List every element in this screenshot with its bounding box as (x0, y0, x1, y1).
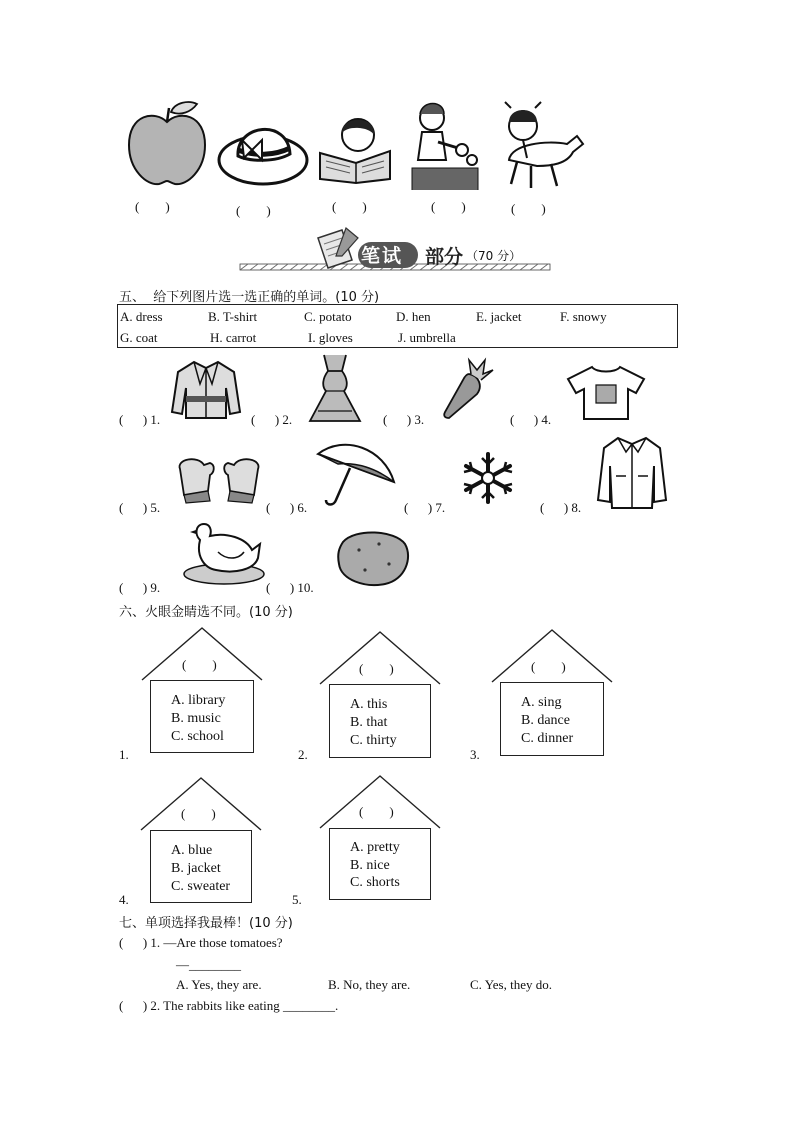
banner-part-label: 部分 (425, 246, 464, 268)
question-stem: ( ) 1. —Are those tomatoes? (119, 935, 283, 950)
gloves-icon (172, 455, 266, 503)
section6-title: 六、火眼金睛选不同。(10 分) (119, 605, 293, 620)
house-roof (318, 630, 442, 686)
answer-blank[interactable]: ( ) (236, 203, 271, 218)
word-option: C. potato (304, 309, 352, 324)
option-text: A. sing (521, 695, 562, 710)
house-roof (318, 774, 442, 830)
question-number: 2. (298, 747, 308, 762)
item-blank[interactable]: ( ) 4. (510, 412, 552, 427)
house-roof (140, 626, 264, 682)
word-option: B. T-shirt (208, 309, 258, 324)
option-text: C. shorts (350, 875, 400, 890)
answer-blank[interactable]: ( ) (332, 199, 367, 214)
snowflake-icon (456, 450, 520, 506)
item-blank[interactable]: ( ) 2. (251, 412, 293, 427)
word-option: F. snowy (560, 309, 607, 324)
banner-score: （70 分） (466, 249, 522, 263)
question-number: 1. (119, 747, 129, 762)
item-blank[interactable]: ( ) 3. (383, 412, 425, 427)
question-number: 4. (119, 892, 129, 907)
answer-blank[interactable]: ( ) (511, 201, 546, 216)
coat-icon (170, 358, 242, 420)
choice-option: C. Yes, they do. (470, 977, 552, 992)
answer-blank[interactable]: ( ) (531, 659, 566, 674)
section7-title: 七、单项选择我最棒！(10 分) (119, 916, 293, 931)
item-blank[interactable]: ( ) 7. (404, 500, 446, 515)
item-blank[interactable]: ( ) 5. (119, 500, 161, 515)
question-number: 5. (292, 892, 302, 907)
word-option: I. gloves (308, 330, 353, 345)
word-option: J. umbrella (398, 330, 456, 345)
option-text: C. dinner (521, 731, 574, 746)
option-text: A. pretty (350, 840, 400, 855)
item-blank[interactable]: ( ) 8. (540, 500, 582, 515)
option-text: B. nice (350, 858, 390, 873)
option-text: B. jacket (171, 861, 221, 876)
answer-blank[interactable]: ( ) (431, 199, 466, 214)
umbrella-icon (314, 440, 396, 508)
house-roof (490, 628, 614, 684)
word-bank (117, 304, 678, 348)
house-body (329, 684, 431, 758)
house-roof (139, 776, 263, 832)
banner-written-label: 笔试 (361, 245, 404, 267)
section5-title: 五、 给下列图片选一选正确的单词。(10 分) (119, 290, 380, 305)
word-option: H. carrot (210, 330, 257, 345)
house-body (150, 680, 254, 753)
item-blank[interactable]: ( ) 10. (266, 580, 314, 595)
word-option: A. dress (120, 309, 163, 324)
apple-icon (125, 100, 210, 188)
answer-blank[interactable]: ( ) (359, 661, 394, 676)
answer-line[interactable]: —________ (176, 957, 241, 972)
option-text: B. that (350, 715, 388, 730)
option-text: C. school (171, 729, 224, 744)
item-blank[interactable]: ( ) 1. (119, 412, 161, 427)
house-body (150, 830, 252, 903)
tshirt-icon (566, 365, 646, 421)
girl-watering-flowers-icon (404, 98, 484, 190)
dress-icon (302, 353, 368, 425)
option-text: C. sweater (171, 879, 231, 894)
option-text: C. thirty (350, 733, 397, 748)
hen-icon (180, 520, 266, 586)
item-blank[interactable]: ( ) 9. (119, 580, 161, 595)
option-text: A. blue (171, 843, 213, 858)
item-blank[interactable]: ( ) 6. (266, 500, 308, 515)
choice-option: A. Yes, they are. (176, 977, 262, 992)
option-text: B. dance (521, 713, 570, 728)
scroll-pen-icon (312, 226, 362, 270)
word-option: G. coat (120, 330, 158, 345)
question-number: 3. (470, 747, 480, 762)
answer-blank[interactable]: ( ) (182, 657, 217, 672)
option-text: A. library (171, 693, 226, 708)
answer-blank[interactable]: ( ) (135, 199, 170, 214)
house-body (329, 828, 431, 900)
option-text: B. music (171, 711, 221, 726)
answer-blank[interactable]: ( ) (181, 806, 216, 821)
potato-icon (335, 530, 411, 588)
carrot-icon (439, 358, 495, 420)
boy-riding-horse-icon (497, 100, 585, 192)
choice-option: B. No, they are. (328, 977, 411, 992)
option-text: A. this (350, 697, 388, 712)
jacket-icon (596, 436, 668, 510)
hat-icon (216, 110, 311, 188)
word-option: E. jacket (476, 309, 522, 324)
girl-reading-icon (318, 113, 393, 183)
question-stem: ( ) 2. The rabbits like eating ________. (119, 998, 339, 1013)
answer-blank[interactable]: ( ) (359, 804, 394, 819)
house-body (500, 682, 604, 756)
word-option: D. hen (396, 309, 431, 324)
